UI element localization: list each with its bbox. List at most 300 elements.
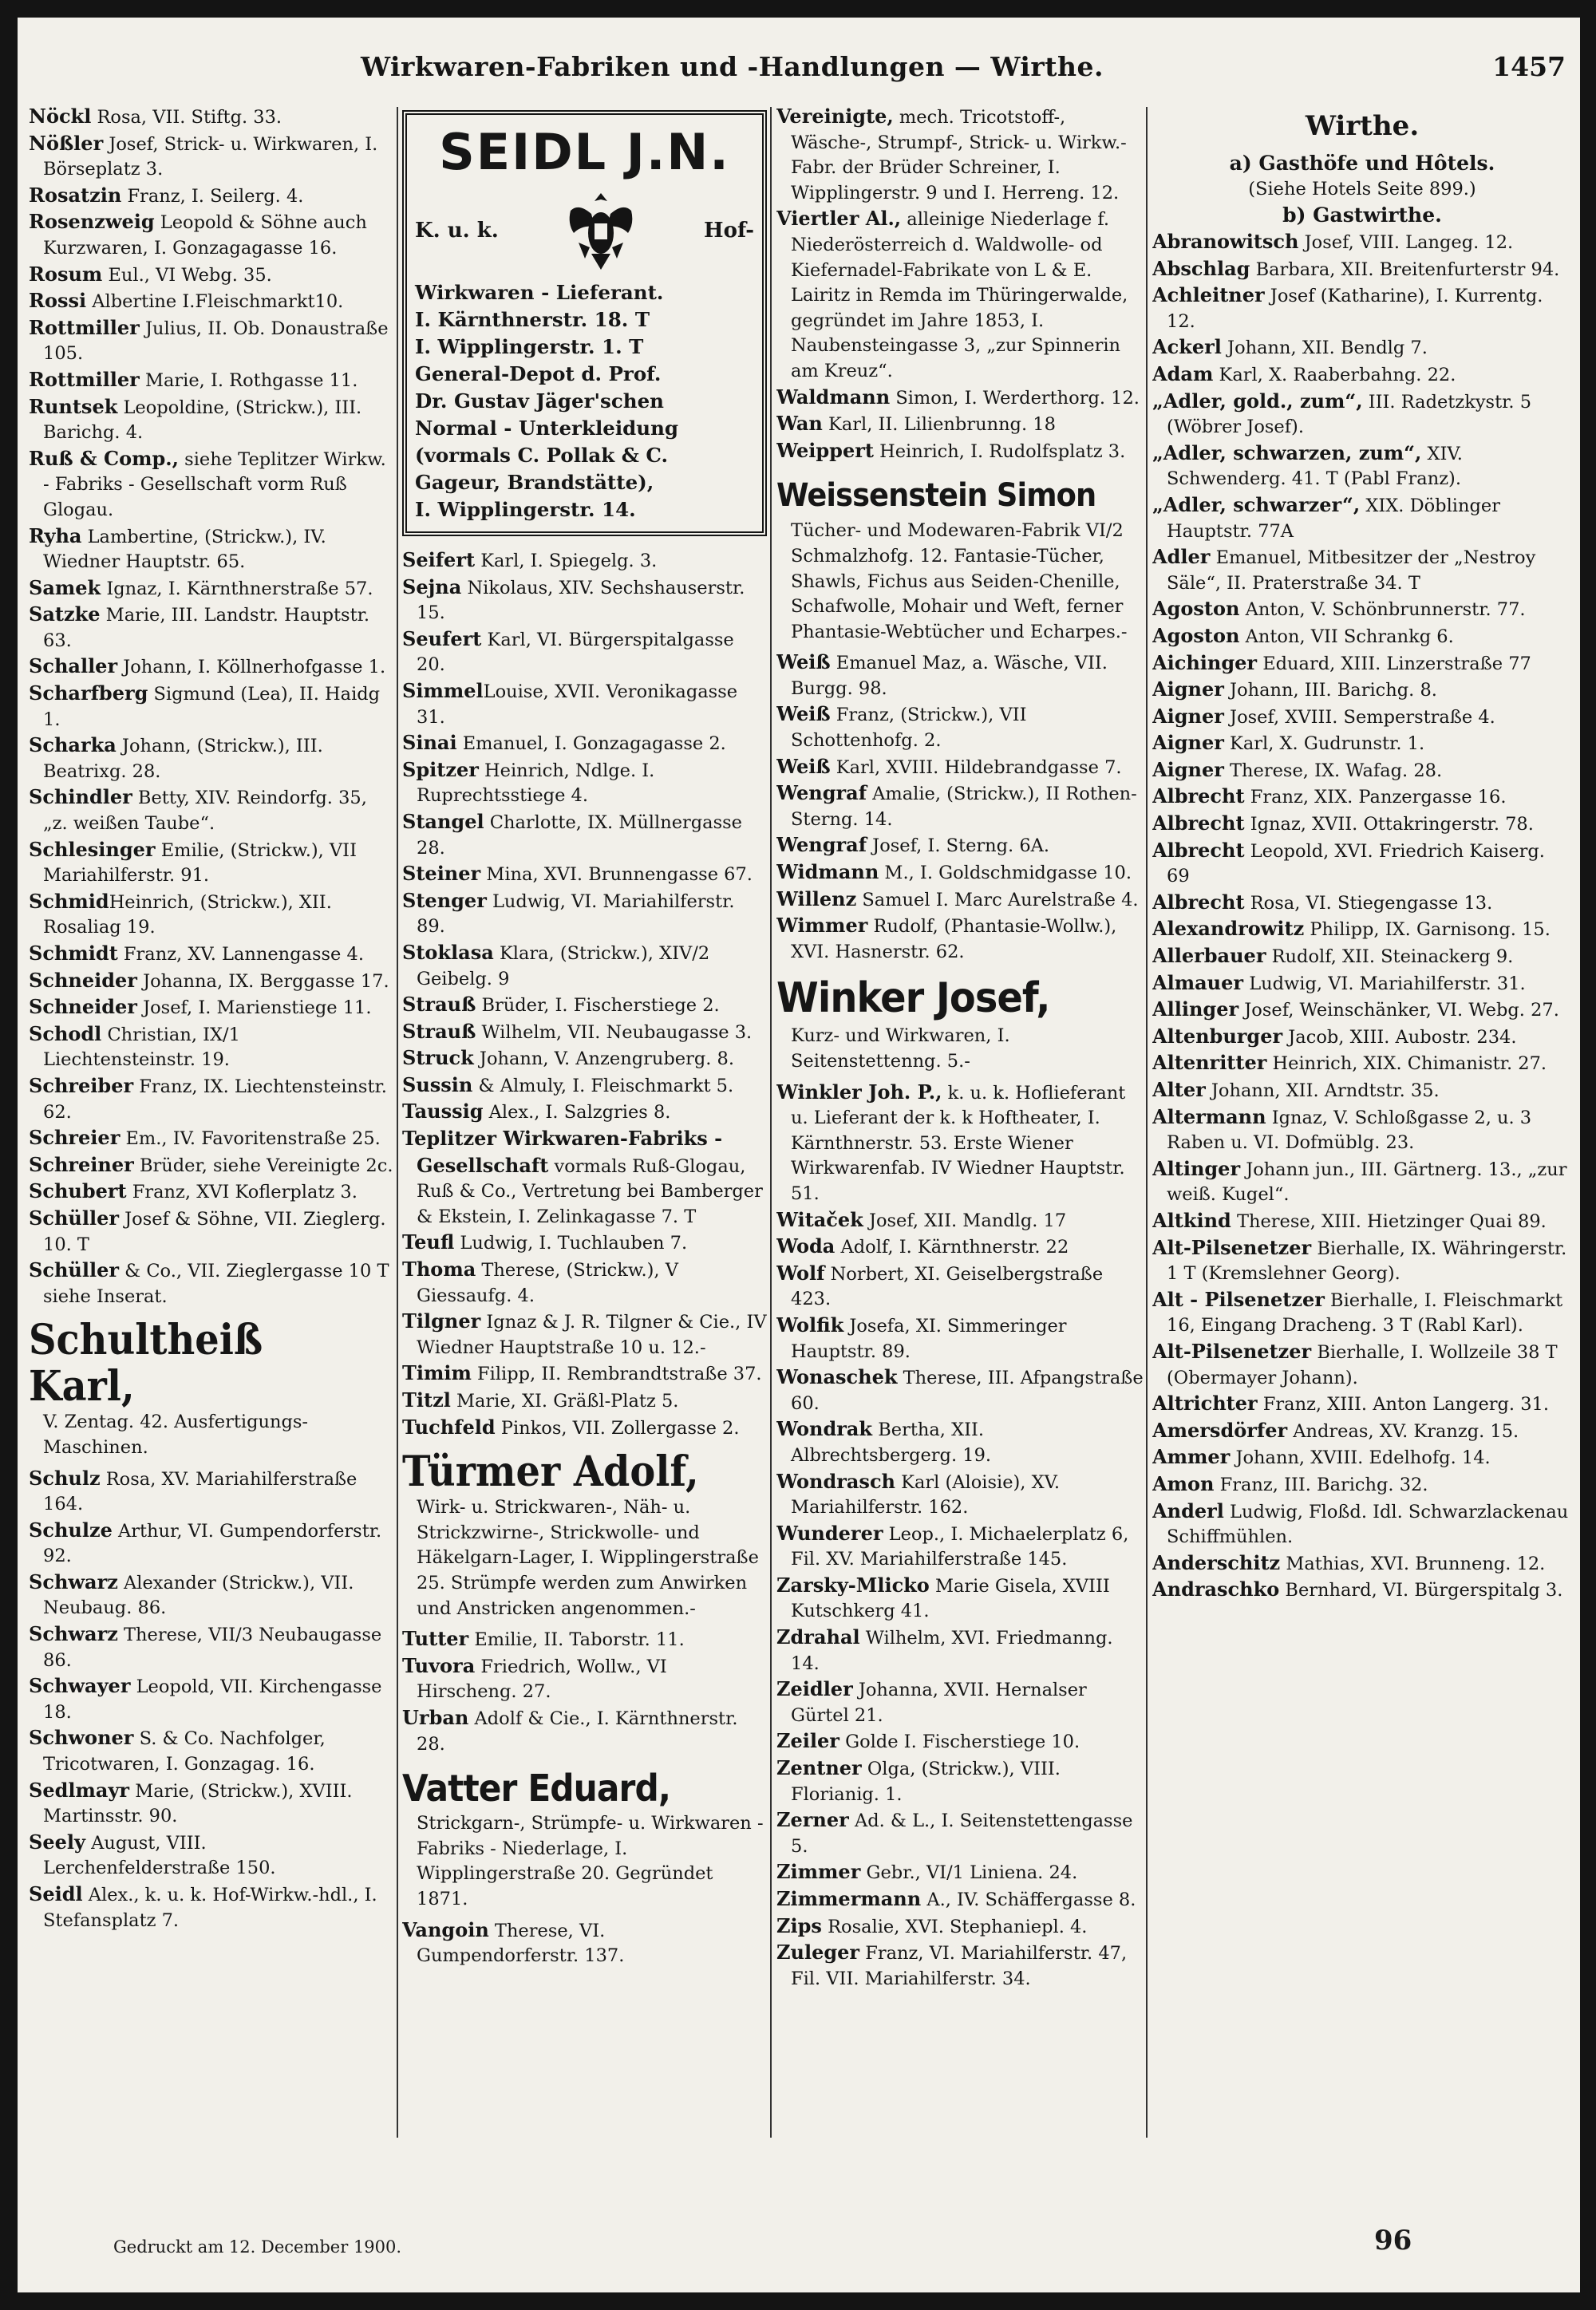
- entry-details: Louise, XVII. Veronikagasse 31.: [417, 681, 738, 728]
- directory-entry: [1152, 757, 1572, 784]
- directory-entry: [1152, 890, 1572, 917]
- entry-name: Aichinger: [1152, 650, 1258, 674]
- entry-details: Johann jun., III. Gärtnerg. 13., „zur weiß. Kugel“.: [1167, 1159, 1567, 1206]
- entry-details: Josef, VIII. Langeg. 12.: [1298, 232, 1514, 253]
- entry-details: Charlotte, IX. Müllnergasse 28.: [417, 811, 742, 859]
- entry-name: Zimmer: [776, 1860, 861, 1884]
- ad-tuermer: [402, 1449, 767, 1621]
- entry-details: Karl, VI. Bürgerspitalgasse 20.: [417, 629, 734, 676]
- entry-details: Bernhard, VI. Bürgerspitalg 3.: [1279, 1580, 1563, 1601]
- directory-entry: [1152, 1208, 1572, 1235]
- entry-name: Widmann: [776, 860, 879, 884]
- entry-details: Rosa, VI. Stiegengasse 13.: [1244, 892, 1493, 914]
- directory-entry: [1152, 1418, 1572, 1445]
- entry-details: Adolf, I. Kärnthnerstr. 22: [835, 1237, 1069, 1258]
- directory-entry: [402, 1230, 767, 1257]
- directory-entry: [29, 104, 394, 131]
- directory-entry: [776, 1755, 1144, 1807]
- entry-details: Ignaz & J. R. Tilgner & Cie., IV Wiedner Hauptstraße 10 u. 12.-: [417, 1312, 767, 1358]
- directory-entry: [776, 1521, 1144, 1573]
- entry-name: Albrecht: [1152, 784, 1245, 808]
- entry-details: Franz, III. Barichg. 32.: [1214, 1474, 1428, 1495]
- entry-details: III. Radetzkystr. 5 (Wöbrer Josef).: [1167, 391, 1532, 438]
- directory-entry: [776, 1573, 1144, 1625]
- entry-details: & Almuly, I. Fleischmarkt 5.: [472, 1075, 734, 1096]
- entry-name: Abschlag: [1152, 256, 1250, 280]
- directory-entry: [29, 1021, 394, 1073]
- entry-name: Sinai: [402, 731, 457, 755]
- entry-name: Rottmiller: [29, 367, 140, 391]
- entry-details: & Co., VII. Zieglergasse 10 T siehe Inserat.: [43, 1261, 389, 1307]
- entry-details: Emanuel, I. Gonzagagasse 2.: [456, 733, 726, 755]
- directory-entry: [402, 888, 767, 940]
- directory-entry: [29, 367, 394, 394]
- entry-name: Zerner: [776, 1808, 849, 1832]
- directory-entry: [1152, 282, 1572, 334]
- entry-details: Rosalie, XVI. Stephaniepl. 4.: [821, 1916, 1088, 1937]
- directory-entry: [776, 1859, 1144, 1886]
- entry-details: Johann, XII. Bendlg 7.: [1221, 338, 1428, 359]
- directory-entry: [1152, 916, 1572, 943]
- entry-name: Taussig: [402, 1100, 484, 1123]
- entry-name: Urban: [402, 1705, 469, 1729]
- entry-details: Heinrich, (Strickw.), XII. Rosaliag 19.: [43, 891, 332, 938]
- entry-name: Alt - Pilsenetzer: [1152, 1287, 1325, 1311]
- directory-entry: [29, 1152, 394, 1179]
- ad-name: Vatter Eduard,: [402, 1767, 671, 1810]
- entry-name: Rosenzweig: [29, 210, 155, 234]
- entry-details: Franz, XVI Koflerplatz 3.: [126, 1182, 358, 1203]
- entry-list: [29, 1466, 394, 1934]
- ad-schultheiss: [29, 1317, 394, 1460]
- entry-name: Winkler Joh. P.,: [776, 1080, 942, 1104]
- directory-entry: [1152, 389, 1572, 440]
- directory-entry: [29, 1830, 394, 1882]
- entry-name: Altermann: [1152, 1104, 1266, 1128]
- entry-details: Marie Gisela, XVIII Kutschkerg 41.: [791, 1575, 1110, 1622]
- entry-details: Christian, IX/1 Liechtensteinstr. 19.: [43, 1024, 240, 1071]
- entry-name: Allerbauer: [1152, 944, 1266, 968]
- directory-entry: [776, 1313, 1144, 1364]
- entry-details: Josef, I. Sterng. 6A.: [867, 835, 1050, 857]
- entry-name: Willenz: [776, 886, 857, 910]
- entry-details: Josef & Söhne, VII. Zieglerg. 10. T: [43, 1208, 386, 1255]
- entry-details: Julius, II. Ob. Donaustraße 105.: [43, 318, 389, 365]
- entry-list: [402, 547, 767, 1441]
- entry-name: Teplitzer Wirkwaren-Fabriks - Gesellschaft: [402, 1127, 723, 1177]
- directory-entry: [402, 678, 767, 730]
- directory-entry: [402, 1653, 767, 1705]
- entry-details: Karl, X. Raaberbahng. 22.: [1213, 364, 1456, 385]
- entry-name: Samek: [29, 575, 101, 599]
- entry-name: Schlesinger: [29, 837, 156, 861]
- directory-entry: [402, 861, 767, 888]
- entry-name: Wonaschek: [776, 1365, 898, 1389]
- entry-name: Thoma: [402, 1258, 476, 1281]
- ad-line: Dr. Gustav Jäger'schen: [415, 389, 664, 413]
- entry-name: Steiner: [402, 862, 481, 886]
- directory-entry: [29, 209, 394, 261]
- column-4: [1152, 104, 1572, 2154]
- entry-details: S. & Co. Nachfolger, Tricotwaren, I. Gonzagag. 16.: [43, 1728, 326, 1775]
- directory-entry: [402, 1309, 767, 1360]
- entry-name: Anderl: [1152, 1499, 1224, 1522]
- entry-details: mech. Tricotstoff-, Wäsche-, Strumpf-, Strick- u. Wirkw.-Fabr. der Brüder Schreiner, I. Wipplingerstr. 9 und I. Herreng. 12.: [791, 107, 1127, 203]
- ad-name: SEIDL J.N.: [439, 123, 730, 181]
- entry-details: Alexander (Strickw.), VII. Neubaug. 86.: [43, 1572, 354, 1619]
- directory-entry: [776, 206, 1144, 384]
- entry-name: „Adler, gold., zum“,: [1152, 389, 1363, 413]
- directory-entry: [776, 913, 1144, 965]
- directory-entry: [1152, 1287, 1572, 1339]
- entry-name: Aigner: [1152, 731, 1224, 755]
- subsection-a-note: (Siehe Hotels Seite 899.): [1248, 179, 1476, 199]
- ad-line: Gageur, Brandstätte),: [415, 471, 654, 494]
- directory-entry: [402, 1045, 767, 1072]
- entry-details: Bierhalle, I. Wollzeile 38 T (Obermayer Johann).: [1167, 1341, 1558, 1388]
- directory-entry: [402, 575, 767, 626]
- entry-details: Karl, II. Lilienbrunng. 18: [822, 414, 1056, 436]
- entry-name: Amon: [1152, 1471, 1215, 1495]
- directory-entry: [29, 968, 394, 995]
- entry-name: Nöckl: [29, 105, 92, 128]
- directory-entry: [1152, 970, 1572, 997]
- column-1: [29, 104, 394, 2154]
- entry-name: Stenger: [402, 888, 487, 912]
- directory-entry: [402, 1360, 767, 1388]
- entry-details: Wilhelm, XVI. Friedmanng. 14.: [791, 1628, 1113, 1674]
- entry-details: Johann, I. Köllnerhofgasse 1.: [117, 657, 386, 678]
- directory-entry: [29, 784, 394, 836]
- directory-entry: [776, 1886, 1144, 1913]
- entry-details: Gebr., VI/1 Liniena. 24.: [860, 1862, 1078, 1884]
- entry-details: A., IV. Schäffergasse 8.: [921, 1889, 1136, 1910]
- entry-details: Heinrich, Ndlge. I. Ruprechtsstiege 4.: [417, 760, 655, 807]
- directory-entry: [1152, 1235, 1572, 1287]
- entry-details: Rudolf, XII. Steinackerg 9.: [1266, 946, 1514, 968]
- directory-entry: [1152, 677, 1572, 704]
- entry-name: Vereinigte,: [776, 105, 894, 128]
- entry-name: Viertler Al.,: [776, 207, 902, 231]
- entry-name: Schreiber: [29, 1073, 134, 1097]
- ad-text: Strickgarn-, Strümpfe- u. Wirkwaren - Fabriks - Niederlage, I. Wipplingerstraße 20. Gegründet 1871.: [417, 1813, 764, 1909]
- entry-name: Zimmermann: [776, 1887, 922, 1910]
- imperial-eagle-icon: [563, 187, 639, 274]
- entry-details: Therese, IX. Wafag. 28.: [1223, 760, 1443, 781]
- column-rule: [1146, 107, 1148, 2138]
- entry-details: Therese, III. Afpangstraße 60.: [791, 1368, 1144, 1414]
- entry-name: Albrecht: [1152, 838, 1245, 862]
- entry-name: Seidl: [29, 1882, 83, 1905]
- entry-details: Bierhalle, IX. Währingerstr. 1 T (Kremslehner Georg).: [1167, 1238, 1567, 1285]
- directory-entry: [1152, 544, 1572, 596]
- column-2: [402, 104, 767, 2154]
- entry-details: Therese, (Strickw.), V Giessaufg. 4.: [417, 1260, 678, 1306]
- entry-name: Runtsek: [29, 394, 118, 418]
- directory-entry: [29, 1673, 394, 1725]
- entry-details: Josefa, XI. Simmeringer Hauptstr. 89.: [791, 1315, 1067, 1362]
- entry-name: Schwayer: [29, 1674, 131, 1698]
- directory-entry: [776, 650, 1144, 701]
- ad-weissenstein: [776, 472, 1144, 645]
- entry-name: Woda: [776, 1234, 836, 1258]
- directory-entry: [1152, 730, 1572, 757]
- directory-entry: [776, 754, 1144, 781]
- directory-entry: [1152, 1444, 1572, 1471]
- directory-entry: [29, 1725, 394, 1777]
- directory-entry: [402, 940, 767, 992]
- directory-entry: [1152, 1339, 1572, 1391]
- entry-details: Franz, (Strickw.), VII Schottenhofg. 2.: [791, 705, 1027, 752]
- entry-details: Karl, X. Gudrunstr. 1.: [1223, 733, 1425, 755]
- directory-entry: [402, 1388, 767, 1415]
- directory-entry: [29, 1882, 394, 1933]
- ad-seidl: [402, 110, 767, 536]
- entry-name: Seely: [29, 1830, 85, 1854]
- entry-details: Marie, III. Landstr. Hauptstr. 63.: [43, 605, 370, 651]
- entry-details: Ludwig, I. Tuchlauben 7.: [454, 1233, 688, 1254]
- entry-details: Philipp, IX. Garnisong. 15.: [1304, 919, 1551, 941]
- subsection-a: a) Gasthöfe und Hôtels.: [1229, 152, 1495, 175]
- directory-entry: [402, 992, 767, 1019]
- entry-name: Schindler: [29, 785, 132, 809]
- entry-name: Tuchfeld: [402, 1415, 496, 1439]
- directory-entry: [402, 1019, 767, 1046]
- entry-details: Karl, I. Spiegelg. 3.: [475, 551, 658, 571]
- entry-details: Josef (Katharine), I. Kurrentg. 12.: [1167, 286, 1543, 332]
- directory-entry: [776, 1469, 1144, 1521]
- entry-name: Schulze: [29, 1518, 113, 1542]
- entry-name: Waldmann: [776, 385, 891, 409]
- entry-name: Sedlmayr: [29, 1778, 130, 1802]
- directory-entry: [402, 1126, 767, 1230]
- entry-name: Wondrak: [776, 1417, 873, 1441]
- directory-entry: [402, 809, 767, 861]
- entry-details: Wilhelm, VII. Neubaugasse 3.: [476, 1021, 753, 1043]
- directory-entry: [1152, 492, 1572, 544]
- entry-details: Johanna, XVII. Hernalser Gürtel 21.: [791, 1680, 1087, 1726]
- directory-entry: [29, 262, 394, 289]
- entry-details: Nikolaus, XIV. Sechshauserstr. 15.: [417, 577, 745, 624]
- directory-entry: [402, 1626, 767, 1653]
- ad-winker: [776, 973, 1144, 1074]
- directory-entry: [29, 994, 394, 1021]
- directory-entry: [1152, 1499, 1572, 1550]
- directory-entry: [1152, 1104, 1572, 1156]
- directory-entry: [776, 886, 1144, 914]
- entry-name: Rosum: [29, 262, 103, 286]
- directory-entry: [776, 701, 1144, 753]
- ad-line: I. Wipplingerstr. 1. T: [415, 335, 644, 358]
- entry-details: Heinrich, I. Rudolfsplatz 3.: [873, 440, 1126, 462]
- entry-details: Marie, I. Rothgasse 11.: [139, 369, 358, 391]
- entry-name: Nößler: [29, 131, 104, 155]
- entry-details: Ignaz, V. Schloßgasse 2, u. 3 Raben u. VI. Dofmüblg. 23.: [1167, 1107, 1532, 1154]
- directory-entry: [29, 1570, 394, 1621]
- directory-entry: [1152, 229, 1572, 256]
- directory-entry: [29, 1179, 394, 1206]
- header-title: Wirkwaren-Fabriken und -Handlungen — Wirthe.: [361, 51, 1104, 82]
- entry-details: Marie, (Strickw.), XVIII. Martinsstr. 90.: [43, 1780, 353, 1827]
- entry-details: Barbara, XII. Breitenfurterstr 94.: [1250, 259, 1560, 280]
- entry-name: Struck: [402, 1046, 474, 1070]
- directory-entry: [776, 1913, 1144, 1941]
- entry-name: Schwarz: [29, 1622, 118, 1646]
- ad-line: (vormals C. Pollak & C.: [415, 444, 668, 467]
- directory-entry: [29, 941, 394, 968]
- directory-entry: [776, 411, 1144, 438]
- entry-name: Simmel: [402, 678, 484, 702]
- entry-details: Emilie, (Strickw.), VII Mariahilferstr. 91.: [43, 839, 357, 886]
- entry-details: Klara, (Strickw.), XIV/2 Geibelg. 9: [417, 942, 710, 989]
- entry-list: [402, 1917, 767, 1969]
- directory-entry: [29, 1518, 394, 1570]
- entry-details: Johanna, IX. Berggasse 17.: [136, 970, 389, 992]
- directory-entry: [1152, 811, 1572, 838]
- directory-entry: [29, 1466, 394, 1518]
- entry-name: Titzl: [402, 1388, 451, 1412]
- entry-name: Wondrasch: [776, 1469, 896, 1493]
- entry-details: Amalie, (Strickw.), II Rothen-Sterng. 14.: [791, 784, 1137, 830]
- directory-entry: [1152, 943, 1572, 970]
- entry-details: Emilie, II. Taborstr. 11.: [468, 1629, 685, 1651]
- entry-name: „Adler, schwarzer“,: [1152, 492, 1361, 516]
- running-header: [18, 40, 1580, 88]
- entry-details: Franz, VI. Mariahilferstr. 47, Fil. VII. Mariahilferstr. 34.: [791, 1943, 1128, 1989]
- entry-details: Josef, I. Marienstiege 11.: [136, 997, 372, 1019]
- entry-details: Alex., k. u. k. Hof-Wirkw.-hdl., I. Stefansplatz 7.: [43, 1885, 377, 1931]
- entry-name: Wunderer: [776, 1521, 883, 1545]
- directory-entry: [29, 681, 394, 732]
- entry-details: Josef, Strick- u. Wirkwaren, I. Börseplatz 3.: [43, 133, 378, 180]
- entry-list: [776, 1080, 1144, 1992]
- entry-name: Schwarz: [29, 1570, 118, 1593]
- entry-details: Filipp, II. Rembrandtstraße 37.: [471, 1364, 762, 1385]
- entry-name: Witaček: [776, 1207, 863, 1231]
- entry-name: Ammer: [1152, 1445, 1231, 1469]
- directory-entry: [29, 1206, 394, 1258]
- signature-number: 96: [1374, 2225, 1412, 2257]
- directory-entry: [29, 1778, 394, 1830]
- entry-name: Wan: [776, 412, 823, 436]
- entry-details: Em., IV. Favoritenstraße 25.: [120, 1128, 381, 1150]
- directory-entry: [1152, 334, 1572, 361]
- entry-name: Ackerl: [1152, 335, 1222, 359]
- entry-details: Friedrich, Wollw., VI Hirscheng. 27.: [417, 1656, 667, 1703]
- entry-name: Timim: [402, 1361, 472, 1385]
- entry-details: vormals Ruß-Glogau, Ruß & Co., Vertretung bei Bamberger & Ekstein, I. Zelinkagasse 7. T: [417, 1155, 763, 1227]
- entry-details: Emanuel, Mitbesitzer der „Nestroy Säle“, II. Praterstraße 34. T: [1167, 547, 1536, 594]
- entry-name: Schreiner: [29, 1152, 134, 1176]
- entry-name: Schüller: [29, 1206, 119, 1230]
- directory-entry: [29, 523, 394, 575]
- entry-details: Leopold, XVI. Friedrich Kaiserg. 69: [1167, 840, 1545, 887]
- entry-details: Leopold & Söhne auch Kurzwaren, I. Gonzagagasse 16.: [43, 212, 367, 259]
- entry-list: [402, 1626, 767, 1757]
- entry-details: Johann, (Strickw.), III. Beatrixg. 28.: [43, 736, 323, 782]
- entry-name: Strauß: [402, 993, 476, 1017]
- entry-name: Satzke: [29, 602, 101, 626]
- directory-entry: [402, 1917, 767, 1969]
- entry-name: Schneider: [29, 968, 137, 992]
- entry-details: Heinrich, XIX. Chimanistr. 27.: [1266, 1053, 1547, 1075]
- entry-name: Scharfberg: [29, 681, 148, 705]
- entry-details: XIX. Döblinger Hauptstr. 77A: [1167, 495, 1500, 542]
- entry-name: Altinger: [1152, 1156, 1241, 1180]
- entry-details: Ad. & L., I. Seitenstettengasse 5.: [791, 1810, 1133, 1857]
- entry-details: Bierhalle, I. Fleischmarkt 16, Eingang Dracheng. 3 T (Rabl Karl).: [1167, 1289, 1563, 1337]
- entry-name: Almauer: [1152, 970, 1244, 994]
- entry-name: Schwoner: [29, 1726, 134, 1750]
- entry-details: Andreas, XV. Kranzg. 15.: [1287, 1420, 1519, 1442]
- entry-name: Wimmer: [776, 914, 868, 938]
- entry-details: Josef, XII. Mandlg. 17: [863, 1210, 1067, 1231]
- directory-entry: [776, 859, 1144, 886]
- subsection-b: b) Gastwirthe.: [1282, 203, 1442, 227]
- entry-details: Brüder, siehe Vereinigte 2c.: [133, 1155, 393, 1176]
- directory-entry: [29, 654, 394, 681]
- column-rule: [770, 107, 772, 2138]
- entry-list: [1152, 229, 1572, 1604]
- directory-entry: [776, 1364, 1144, 1416]
- directory-entry: [29, 602, 394, 654]
- entry-name: Stoklasa: [402, 940, 494, 964]
- directory-entry: [1152, 1024, 1572, 1051]
- entry-details: Ignaz, XVII. Ottakringerstr. 78.: [1244, 814, 1534, 835]
- ad-text: Tücher- und Modewaren-Fabrik VI/2 Schmalzhofg. 12. Fantasie-Tücher, Shawls, Fichus aus Seiden-Chenille, Schafwolle, Mohair und Weft, ferner Phantasie-Webtücher und Echarpes.-: [791, 520, 1128, 642]
- entry-details: Mina, XVI. Brunnengasse 67.: [480, 864, 753, 886]
- directory-entry: [402, 1099, 767, 1126]
- entry-name: Wolfik: [776, 1313, 844, 1337]
- directory-entry: [776, 104, 1144, 206]
- directory-entry: [29, 288, 394, 315]
- entry-name: Weiß: [776, 754, 831, 778]
- entry-name: Agoston: [1152, 623, 1240, 647]
- entry-details: Marie, XI. Gräßl-Platz 5.: [450, 1391, 679, 1412]
- directory-entry: [776, 1261, 1144, 1313]
- directory-entry: [29, 575, 394, 602]
- entry-details: Simon, I. Werderthorg. 12.: [890, 387, 1140, 409]
- entry-name: Schmid: [29, 889, 109, 913]
- entry-details: Leopold, VII. Kirchengasse 18.: [43, 1676, 382, 1723]
- entry-name: Anderschitz: [1152, 1550, 1281, 1574]
- directory-entry: [29, 394, 394, 446]
- directory-entry: [1152, 1577, 1572, 1604]
- entry-details: Pinkos, VII. Zollergasse 2.: [495, 1417, 740, 1439]
- entry-name: Zeiler: [776, 1729, 839, 1753]
- ad-name: Schultheiß Karl,: [29, 1316, 263, 1412]
- entry-name: Alexandrowitz: [1152, 917, 1305, 941]
- directory-entry: [776, 385, 1144, 412]
- entry-name: Rottmiller: [29, 315, 140, 339]
- entry-details: Albertine I.Fleischmarkt10.: [86, 291, 344, 313]
- entry-name: Strauß: [402, 1019, 476, 1043]
- entry-name: Seifert: [402, 548, 476, 571]
- entry-name: Aigner: [1152, 704, 1224, 728]
- entry-name: Seufert: [402, 626, 482, 650]
- print-date: Gedruckt am 12. December 1900.: [113, 2237, 402, 2257]
- entry-name: Schulz: [29, 1466, 101, 1490]
- ad-text: Wirk- u. Strickwaren-, Näh- u. Strickzwirne-, Strickwolle- und Häkelgarn-Lager, I. Wipplingerstraße 25. Strümpfe werden zum Anwirken und Anstricken angenommen.-: [417, 1497, 759, 1619]
- directory-entry: [1152, 997, 1572, 1024]
- directory-entry: [776, 1416, 1144, 1468]
- ad-vatter: [402, 1765, 767, 1912]
- directory-entry: [776, 780, 1144, 832]
- directory-entry: [1152, 650, 1572, 677]
- entry-details: Josef, XVIII. Semperstraße 4.: [1223, 706, 1495, 728]
- entry-details: Therese, VI. Gumpendorferstr. 137.: [417, 1920, 625, 1967]
- entry-details: Betty, XIV. Reindorfg. 35, „z. weißen Taube“.: [43, 788, 367, 835]
